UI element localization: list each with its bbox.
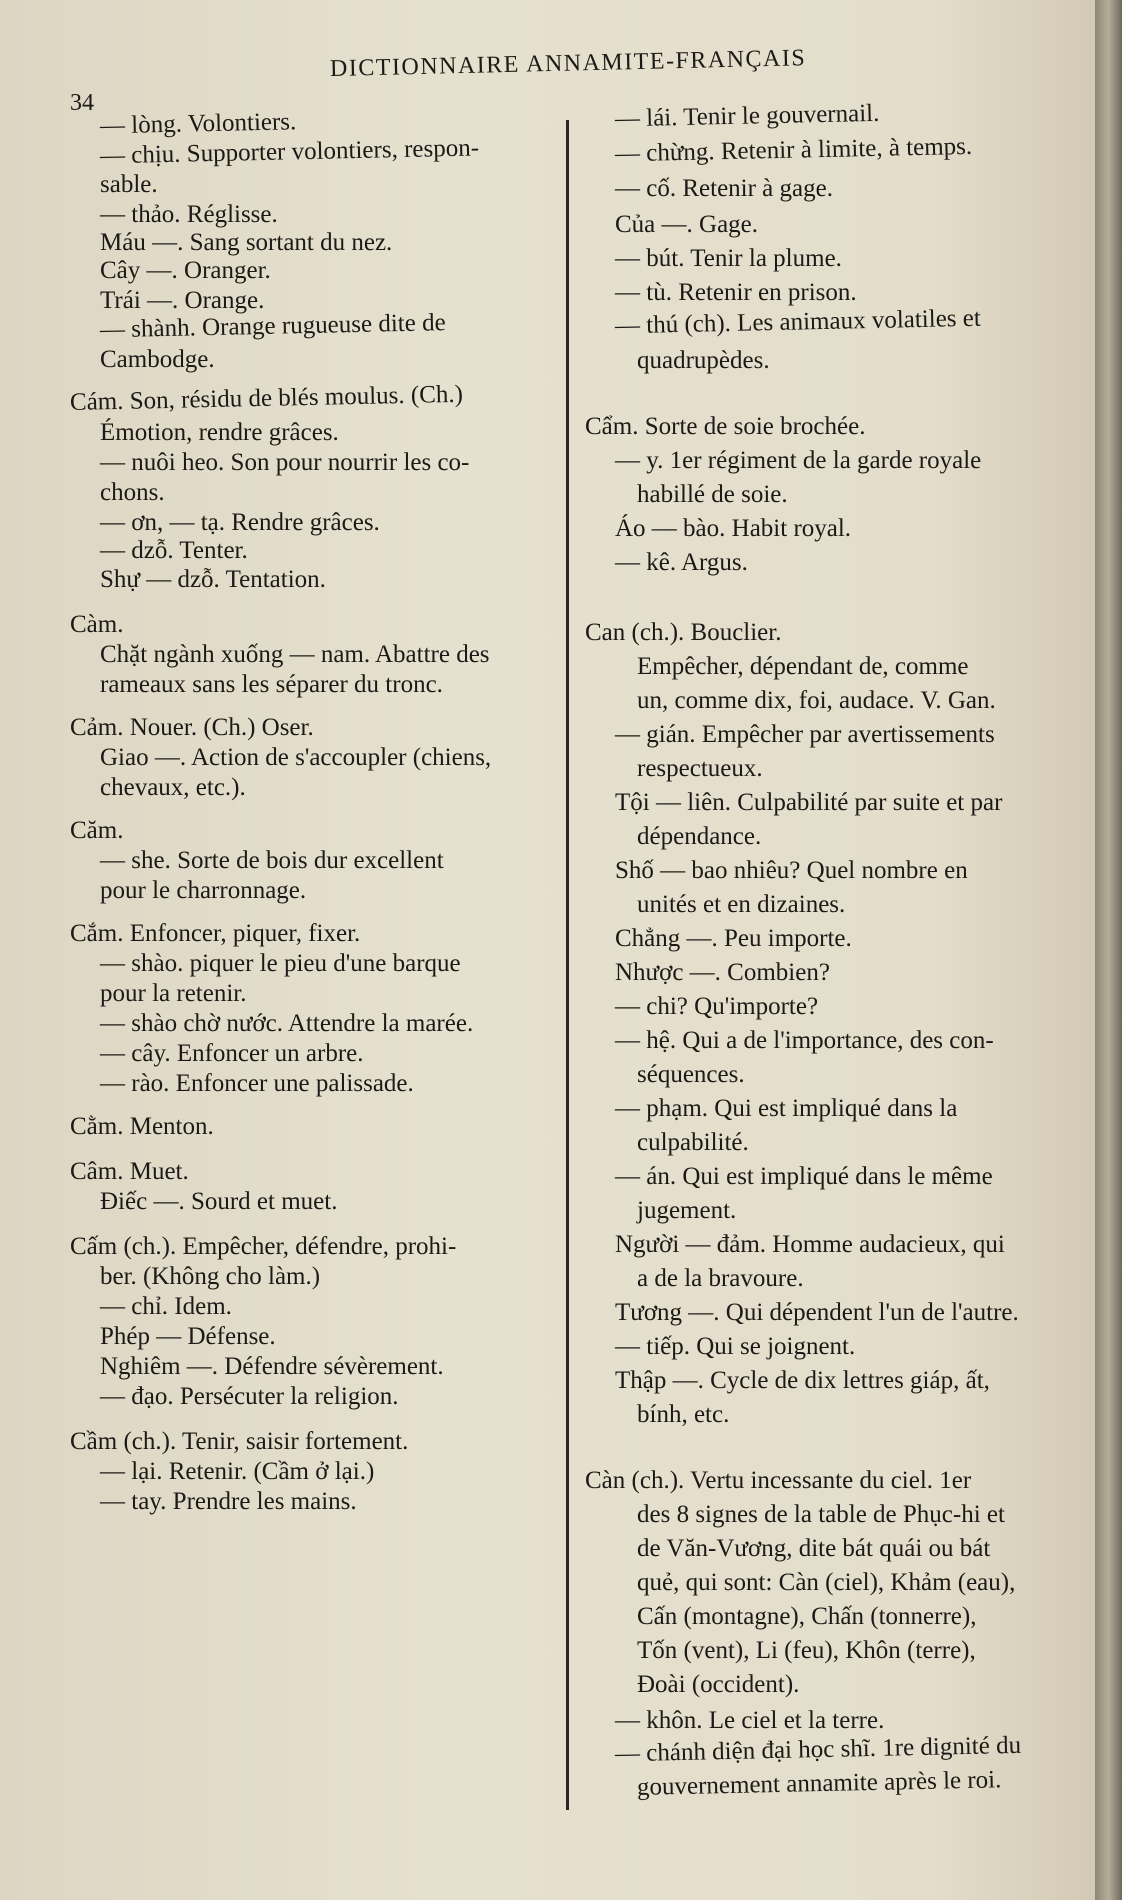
entry-line: Nhược —. Combien? — [615, 959, 830, 986]
entry-line: — đạo. Persécuter la religion. — [100, 1383, 399, 1410]
entry-line: — rào. Enfoncer une palissade. — [100, 1070, 414, 1097]
entry-line: Tương —. Qui dépendent l'un de l'autre. — [615, 1299, 1019, 1326]
entry-line: Nghiêm —. Défendre sévèrement. — [100, 1353, 444, 1380]
entry-line: Cambodge. — [100, 346, 215, 373]
entry-line: — shào chờ nước. Attendre la marée. — [100, 1010, 474, 1037]
entry-headword-line: Càn (ch.). Vertu incessante du ciel. 1er — [585, 1467, 972, 1494]
entry-line: — shành. Orange rugueuse dite de — [99, 309, 446, 344]
entry-headword-line: Căm. — [70, 817, 124, 844]
entry-line: Émotion, rendre grâces. — [100, 419, 339, 446]
entry-line: — chỉ. Idem. — [100, 1293, 232, 1320]
entry-line: Thập —. Cycle de dix lettres giáp, ất, — [615, 1367, 990, 1394]
entry-line: quẻ, qui sont: Càn (ciel), Khảm (eau), — [637, 1569, 1016, 1596]
entry-line: quadrupèdes. — [637, 347, 770, 374]
entry-line: culpabilité. — [637, 1129, 749, 1156]
entry-line: chevaux, etc.). — [100, 774, 246, 801]
entry-line: gouvernement annamite après le roi. — [636, 1766, 1002, 1801]
entry-headword-line: Cẩm. Sorte de soie brochée. — [585, 413, 866, 440]
entry-line: — tay. Prendre les mains. — [100, 1488, 357, 1515]
column-divider — [566, 120, 569, 1810]
entry-line: sable. — [100, 171, 158, 198]
entry-headword-line: Cám. Son, résidu de blés moulus. (Ch.) — [69, 380, 464, 416]
entry-line: Chẳng —. Peu importe. — [615, 925, 852, 952]
entry-line: — bút. Tenir la plume. — [615, 245, 842, 272]
entry-line: — shào. piquer le pieu d'une barque — [100, 950, 461, 977]
entry-line: Phép — Défense. — [100, 1323, 276, 1350]
entry-line: — hệ. Qui a de l'importance, des con- — [615, 1027, 994, 1054]
page-number: 34 — [70, 90, 94, 116]
entry-line: de Văn-Vương, dite bát quái ou bát — [637, 1535, 991, 1562]
entry-headword-line: Cảm. Nouer. (Ch.) Oser. — [70, 714, 314, 741]
entry-line: — lái. Tenir le gouvernail. — [614, 99, 880, 133]
page-edge — [1095, 0, 1122, 1900]
entry-line: — y. 1er régiment de la garde royale — [615, 447, 982, 474]
entry-headword-line: Cằm. Menton. — [70, 1113, 214, 1140]
entry-headword-line: Càm. — [70, 611, 124, 638]
entry-line: Máu —. Sang sortant du nez. — [100, 229, 393, 256]
entry-line: Người — đảm. Homme audacieux, qui — [615, 1231, 1005, 1258]
entry-line: — chánh diện đại học shĩ. 1re dignité du — [614, 1731, 1022, 1768]
entry-line: — chừng. Retenir à limite, à temps. — [614, 132, 973, 168]
entry-line: — thú (ch). Les animaux volatiles et — [614, 304, 982, 340]
entry-line: — lại. Retenir. (Cầm ở lại.) — [100, 1458, 375, 1485]
entry-line: — chi? Qu'importe? — [615, 993, 819, 1020]
entry-line: a de la bravoure. — [637, 1265, 804, 1292]
entry-line: bính, etc. — [637, 1401, 730, 1428]
entry-line: — thảo. Réglisse. — [100, 201, 278, 228]
entry-headword-line: Câm. Muet. — [70, 1158, 189, 1185]
entry-line: — cây. Enfoncer un arbre. — [100, 1040, 364, 1067]
entry-line: — kê. Argus. — [615, 549, 748, 576]
entry-line: — chịu. Supporter volontiers, respon- — [99, 134, 480, 170]
entry-line: Shố — bao nhiêu? Quel nombre en — [615, 857, 968, 884]
entry-line: unités et en dizaines. — [637, 891, 846, 918]
entry-line: Của —. Gage. — [615, 211, 759, 238]
entry-line: — nuôi heo. Son pour nourrir les co- — [100, 449, 470, 476]
entry-line: — tù. Retenir en prison. — [615, 279, 857, 306]
entry-line: — tiếp. Qui se joignent. — [615, 1333, 856, 1360]
entry-line: — lòng. Volontiers. — [99, 108, 297, 140]
entry-headword-line: Can (ch.). Bouclier. — [585, 619, 782, 646]
entry-line: Chặt ngành xuống — nam. Abattre des — [100, 641, 490, 668]
entry-line: rameaux sans les séparer du tronc. — [100, 671, 443, 698]
entry-line: Áo — bào. Habit royal. — [615, 515, 852, 542]
entry-line: — cố. Retenir à gage. — [615, 175, 833, 202]
entry-line: — khôn. Le ciel et la terre. — [615, 1707, 885, 1734]
entry-line: jugement. — [637, 1197, 737, 1224]
entry-line: Tội — liên. Culpabilité par suite et par — [615, 789, 1003, 816]
running-head: DICTIONNAIRE ANNAMITE-FRANÇAIS — [329, 45, 807, 82]
entry-line: — ơn, — tạ. Rendre grâces. — [100, 509, 380, 536]
entry-line: Cây —. Oranger. — [100, 257, 271, 284]
entry-line: — she. Sorte de bois dur excellent — [100, 847, 444, 874]
entry-line: pour la retenir. — [100, 980, 247, 1007]
entry-line: habillé de soie. — [637, 481, 788, 508]
entry-line: Điếc —. Sourd et muet. — [100, 1188, 338, 1215]
entry-line: ber. (Không cho làm.) — [100, 1263, 321, 1290]
entry-line: — án. Qui est impliqué dans le même — [615, 1163, 993, 1190]
entry-line: — phạm. Qui est impliqué dans la — [615, 1095, 958, 1122]
entry-headword-line: Cấm (ch.). Empêcher, défendre, prohi- — [70, 1233, 457, 1260]
entry-line: Giao —. Action de s'accoupler (chiens, — [100, 744, 492, 771]
entry-line: des 8 signes de la table de Phục-hi et — [637, 1501, 1005, 1528]
entry-line: séquences. — [637, 1061, 745, 1088]
entry-line: respectueux. — [637, 755, 763, 782]
entry-line: — gián. Empêcher par avertissements — [615, 721, 995, 748]
entry-headword-line: Cắm. Enfoncer, piquer, fixer. — [70, 920, 361, 947]
entry-line: — dzỗ. Tenter. — [100, 537, 248, 564]
entry-line: pour le charronnage. — [100, 877, 307, 904]
entry-line: dépendance. — [637, 823, 762, 850]
entry-line: Tốn (vent), Li (feu), Khôn (terre), — [637, 1637, 976, 1664]
entry-line: chons. — [100, 479, 165, 506]
entry-line: Empêcher, dépendant de, comme — [637, 653, 969, 680]
entry-line: Shự — dzỗ. Tentation. — [100, 566, 326, 593]
entry-line: un, comme dix, foi, audace. V. Gan. — [637, 687, 996, 714]
entry-line: Cấn (montagne), Chấn (tonnerre), — [637, 1603, 977, 1630]
entry-line: Trái —. Orange. — [100, 287, 265, 314]
entry-headword-line: Cầm (ch.). Tenir, saisir fortement. — [70, 1428, 409, 1455]
entry-line: Đoài (occident). — [637, 1671, 800, 1698]
